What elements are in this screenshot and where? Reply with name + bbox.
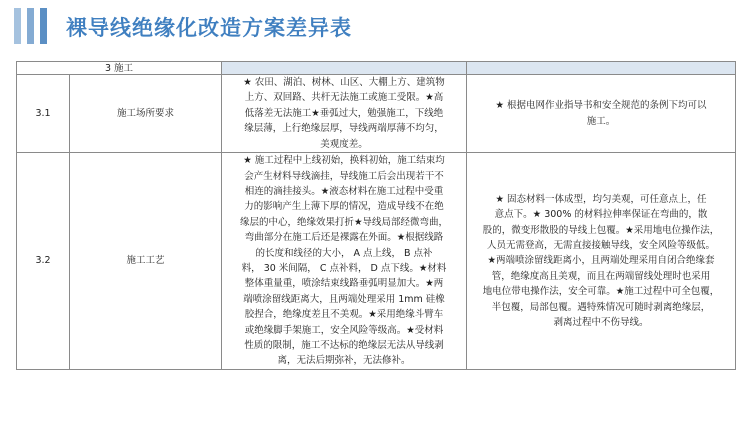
title-bar-1	[14, 8, 21, 44]
row-item: 施工工艺	[70, 153, 222, 370]
old-method-cell: ★ 施工过程中上线初始，换料初始，施工结束均 会产生材料导线滴挂，导线施工后会出现若干不 相连的滴挂接头。★液态材料在施工过程中受重 力的影响产生上薄下厚的情况，造成导线不在绝 缘层的中心，绝缘效果打折★导线局部经微弯曲， 弯曲部分在施工后还是裸露在外面。★根据线路 的长度和线径的大小， A 点上线， B 点补 料， 30 米间隔， C 点补料， D 点下线。★材料 整体重量重，喷涂结束线路垂弧明显加大。★两 端喷涂留线距离大，且两端处理采用 1mm 硅橡 胶捏合，绝缘度差且不美观。★采用绝缘斗臂车 或绝缘脚手架施工，安全风险等级高。★受材料 性质的限制，施工不达标的绝缘层无法从导线剥 离，无法后期弥补，无法修补。	[222, 153, 467, 370]
new-method-cell: ★ 根据电网作业指导书和安全规范的条例下均可以 施工。	[467, 75, 736, 153]
page-title: 裸导线绝缘化改造方案差异表	[66, 16, 352, 40]
table-row	[17, 75, 736, 153]
table-row	[17, 153, 736, 370]
row-number: 3.1	[17, 75, 70, 153]
row-number: 3.2	[17, 153, 70, 370]
title-bar-3	[40, 8, 47, 44]
header-empty-cell	[467, 62, 736, 75]
section-header: 3 施工	[17, 62, 222, 75]
header-empty-cell	[222, 62, 467, 75]
comparison-table	[16, 61, 736, 370]
row-item: 施工场所要求	[70, 75, 222, 153]
old-method-cell: ★ 农田、湖泊、树林、山区、大棚上方、建筑物 上方、双回路、共杆无法施工或施工受限。★高 低落差无法施工★垂弧过大，勉强施工，下线绝 缘层薄，上行绝缘层厚，导线两端厚薄不均匀， 美观度差。	[222, 75, 467, 153]
title-bar-2	[27, 8, 34, 44]
new-method-cell: ★ 固态材料一体成型，均匀美观，可任意点上，任 意点下。★ 300% 的材料拉伸率保证在弯曲的，散 股的，微变形散股的导线上包覆。★采用地电位操作法， 人员无需登高，无需直接接触导线，安全风险等级低。 ★两端喷涂留线距离小，且两端处理采用自闭合绝缘套 管，绝缘度高且美观，而且在两端留线处理时也采用 地电位带电操作法，安全可靠。★施工过程中可全包覆， 半包覆，局部包覆。遇特殊情况可随时剥离绝缘层， 剥离过程中不伤导线。	[467, 153, 736, 370]
title-decoration	[14, 8, 47, 44]
section-header-row	[17, 62, 736, 75]
